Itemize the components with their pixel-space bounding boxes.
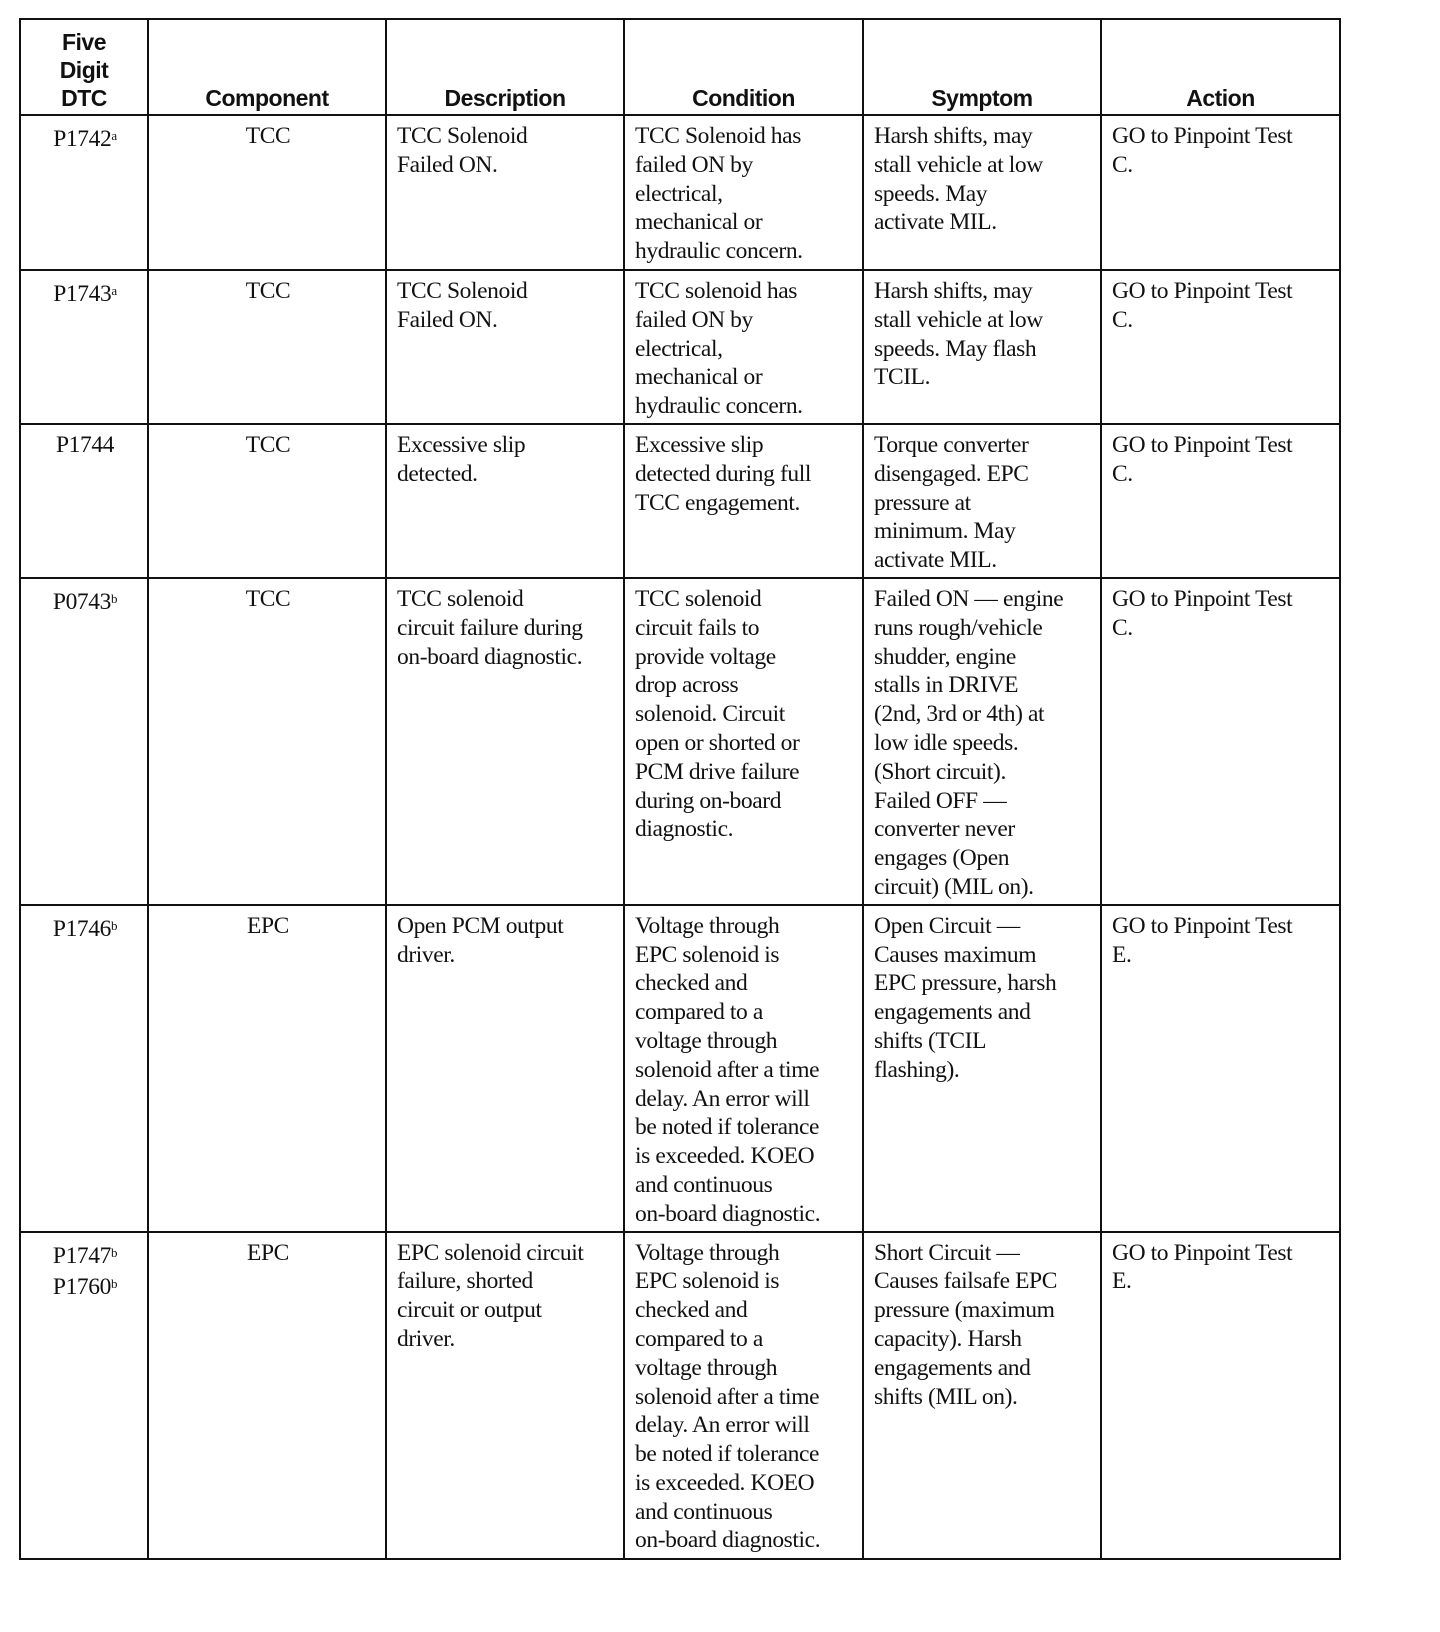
dtc-code (31, 1239, 139, 1271)
dtc-code-text: P1760 (52, 1274, 111, 1301)
symptom-cell: Open Circuit — Causes maximum EPC pressure, harsh engagements and shifts (TCIL flashing). (863, 905, 1101, 1232)
table-row (20, 905, 1340, 1232)
dtc-code-text: P1746 (52, 915, 111, 942)
dtc-table (19, 18, 1341, 1560)
symptom-cell: Failed ON — engine runs rough/vehicle shudder, engine stalls in DRIVE (2nd, 3rd or 4th) at low idle speeds. (Short circuit). Failed OFF — converter never engages (Open circuit) (MIL on). (863, 578, 1101, 905)
header-description: Description (386, 19, 624, 115)
dtc-code-text: P1742 (53, 126, 112, 152)
dtc-code (31, 585, 139, 617)
dtc-cell (20, 270, 148, 424)
dtc-code (31, 1270, 139, 1302)
description-cell: Open PCM output driver. (386, 905, 624, 1232)
component-cell: TCC (148, 424, 386, 578)
description-cell: Excessive slip detected. (386, 424, 624, 578)
action-cell: GO to Pinpoint Test C. (1101, 424, 1340, 578)
condition-cell: TCC solenoid has failed ON by electrical, mechanical or hydraulic concern. (624, 270, 863, 424)
symptom-cell: Short Circuit — Causes failsafe EPC pressure (maximum capacity). Harsh engagements and shifts (MIL on). (863, 1232, 1101, 1559)
action-cell: GO to Pinpoint Test C. (1101, 578, 1340, 905)
dtc-cell (20, 115, 148, 270)
header-row (20, 19, 1340, 115)
condition-cell: Excessive slip detected during full TCC engagement. (624, 424, 863, 578)
header-symptom: Symptom (863, 19, 1101, 115)
description-cell: TCC Solenoid Failed ON. (386, 270, 624, 424)
condition-cell: Voltage through EPC solenoid is checked and compared to a voltage through solenoid after a time delay. An error will be noted if tolerance is exceeded. KOEO and continuous on-board diagnostic. (624, 905, 863, 1232)
component-cell: EPC (148, 905, 386, 1232)
dtc-cell (20, 578, 148, 905)
header-dtc: Five Digit DTC (20, 19, 148, 115)
symptom-cell: Harsh shifts, may stall vehicle at low speeds. May activate MIL. (863, 115, 1101, 270)
header-action: Action (1101, 19, 1340, 115)
dtc-code (31, 277, 139, 309)
action-cell: GO to Pinpoint Test C. (1101, 270, 1340, 424)
footnote-marker: b (110, 917, 118, 933)
component-cell: TCC (148, 578, 386, 905)
dtc-code-text: P1743 (53, 281, 112, 307)
component-cell: EPC (148, 1232, 386, 1559)
table-row (20, 578, 1340, 905)
table-row (20, 1232, 1340, 1559)
footnote-marker: b (110, 1244, 118, 1260)
component-cell: TCC (148, 115, 386, 270)
symptom-cell: Torque converter disengaged. EPC pressure at minimum. May activate MIL. (863, 424, 1101, 578)
description-cell: TCC Solenoid Failed ON. (386, 115, 624, 270)
table-row (20, 270, 1340, 424)
footnote-marker: b (110, 590, 118, 606)
header-condition: Condition (624, 19, 863, 115)
table-row (20, 115, 1340, 270)
footnote-marker: a (111, 283, 117, 298)
dtc-code (31, 912, 139, 944)
dtc-code-text: P0743 (52, 588, 111, 615)
dtc-code (31, 122, 139, 154)
action-cell: GO to Pinpoint Test E. (1101, 1232, 1340, 1559)
action-cell: GO to Pinpoint Test C. (1101, 115, 1340, 270)
dtc-code-text: P1744 (55, 431, 115, 458)
dtc-code-text: P1747 (52, 1242, 111, 1269)
condition-cell: TCC solenoid circuit fails to provide voltage drop across solenoid. Circuit open or shorted or PCM drive failure during on-board diagnostic. (624, 578, 863, 905)
action-cell: GO to Pinpoint Test E. (1101, 905, 1340, 1232)
description-cell: EPC solenoid circuit failure, shorted circuit or output driver. (386, 1232, 624, 1559)
condition-cell: Voltage through EPC solenoid is checked and compared to a voltage through solenoid after a time delay. An error will be noted if tolerance is exceeded. KOEO and continuous on-board diagnostic. (624, 1232, 863, 1559)
table-row (20, 424, 1340, 578)
condition-cell: TCC Solenoid has failed ON by electrical, mechanical or hydraulic concern. (624, 115, 863, 270)
component-cell: TCC (148, 270, 386, 424)
description-cell: TCC solenoid circuit failure during on-board diagnostic. (386, 578, 624, 905)
header-component: Component (148, 19, 386, 115)
footnote-marker: b (110, 1276, 118, 1292)
dtc-cell (20, 1232, 148, 1559)
symptom-cell: Harsh shifts, may stall vehicle at low speeds. May flash TCIL. (863, 270, 1101, 424)
dtc-cell (20, 905, 148, 1232)
footnote-marker: a (111, 128, 117, 143)
dtc-code (31, 431, 139, 460)
dtc-cell (20, 424, 148, 578)
